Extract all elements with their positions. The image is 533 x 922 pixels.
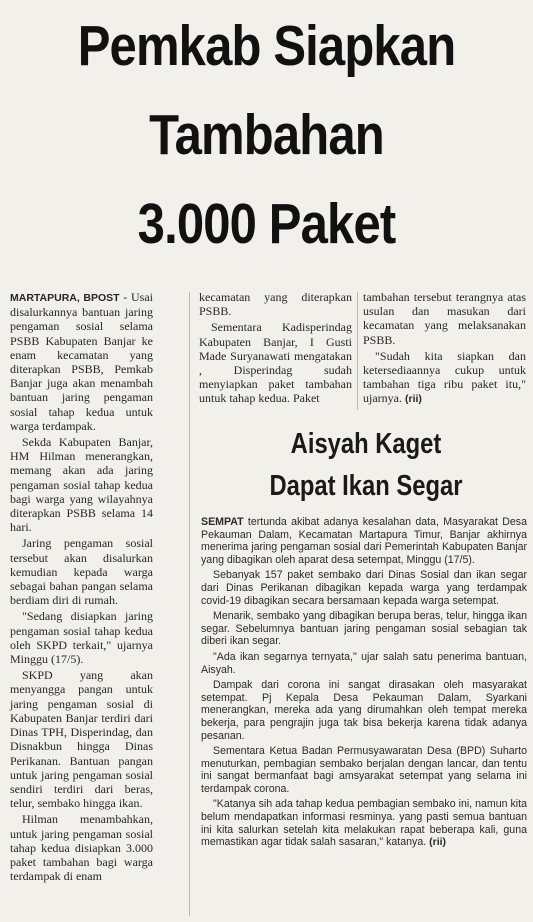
closing-text: "Katanya sih ada tahap kedua pembagian sembako ini, namun kita belum mendapatkan informasi resminya. yang pasti semua bantuan ini kita salurkan setelah kita melakukan rapat beberapa kali, guna memastikan agar tidak salah sasaran," katanya. [201,798,527,849]
headline-line: Pemkab Siapkan [77,14,456,78]
paragraph: Sementara Kadisperindag Kabupaten Banjar, I Gusti Made Suryanawati mengatakan , Disperindag sudah menyiapkan paket tambahan untuk tahap kedua. Paket [199,320,352,406]
sidebar-headline-line: Aisyah Kaget [290,428,442,460]
closing-paragraph [201,798,527,848]
paragraph: Jaring pengaman sosial tersebut akan disalurkan kemudian kepada warga sebagai bahan pangan selama berdiam diri di rumah. [10,536,153,608]
article-column-1 [10,290,153,883]
lead-paragraph [10,290,153,433]
lead-paragraph [201,516,527,566]
paragraph: Hilman menambahkan, untuk jaring pengaman sosial tahap kedua disiapkan 3.000 paket tambahan bagi warga terdampak di enam [10,812,153,884]
closing-paragraph [363,349,526,407]
dateline: SEMPAT [201,516,244,528]
article-column-3 [363,290,526,407]
paragraph: SKPD yang akan menyangga pangan untuk jaring pengaman sosial di Kabupaten Banjar terdiri dari Dinas TPH, Disperindag, dan Disnakbun hingga Dinas Perikanan. Bantuan pangan untuk jaring pengaman sosial sendiri terdiri dari beras, telur, sembako hingga ikan. [10,668,153,811]
paragraph: Sementara Ketua Badan Permusyawaratan Desa (BPD) Suharto menuturkan, pembagian sembako berjalan dengan lancar, dan tentu ini sangat bermanfaat bagi amsyarakat setempat yang selama ini terdampak corona. [201,745,527,795]
main-headline [37,2,495,269]
lead-text: tertunda akibat adanya kesalahan data, Masyarakat Desa Pekauman Dalam, Kecamatan Martapura Timur, Banjar akhirnya menerima jaring pengaman sosial dari Pemerintah Kabupaten Banjar yang dibagikan oleh aparat desa setempat, Minggu (17/5). [201,516,527,566]
author-signature: (rii) [429,836,447,849]
lead-text: - Usai disalurkannya bantuan jaring pengaman sosial selama PSBB Kabupaten Banjar ke enam kecamatan yang diterapkan PSBB, Pemkab Banjar juga akan menambah bantuan jaring pengaman sosial tahap kedua untuk warga terdampak. [10,290,153,433]
paragraph: kecamatan yang diterapkan PSBB. [199,290,352,319]
headline-line: 3.000 Paket [137,192,396,256]
headline-line: Tambahan [149,103,384,167]
article-column-2 [199,290,352,406]
author-signature: (rii) [404,393,422,406]
paragraph: tambahan tersebut terangnya atas usulan dan masukan dari kecamatan yang melaksanakan PSBB. [363,290,526,347]
column-divider [357,292,358,410]
closing-text: "Sudah kita siapkan dan ketersediaannya cukup untuk tambahan tiga ribu paket itu," ujarnya. [363,348,526,406]
paragraph: "Ada ikan segarnya ternyata," ujar salah satu penerima bantuan, Aisyah. [201,650,527,676]
paragraph: Dampak dari corona ini sangat dirasakan oleh masyarakat setempat. Pj Kepala Desa Pekauman Dalam, Syarkani menerangkan, mereka ada yang dirumahkan oleh tempat mereka bekerja, para pengrajin juga tak bisa bekerja karena tidak adanya pesanan. [201,679,527,742]
sidebar-headline-line: Dapat Ikan Segar [269,470,463,502]
paragraph: Sekda Kabupaten Banjar, HM Hilman menerangkan, memang akan ada jaring pengaman sosial tahap kedua bagi warga yang wilayahnya diterapkan PSBB selama 14 hari. [10,435,153,535]
dateline: MARTAPURA, BPOST [10,292,120,304]
paragraph: "Sedang disiapkan jaring pengaman sosial tahap kedua oleh SKPD terkait," ujarnya Minggu (17/5). [10,609,153,667]
paragraph: Menarik, sembako yang dibagikan berupa beras, telur, hingga ikan segar. Sebelumnya bantuan jaring pengaman sosial sebagian tak diberi ikan segar. [201,610,527,648]
column-divider [189,292,190,916]
sidebar-story [201,516,527,849]
paragraph: Sebanyak 157 paket sembako dari Dinas Sosial dan ikan segar dari Dinas Perikanan dibagikan kepada warga yang terdampak covid-19 dibagikan secara bersamaan kepada warga setempat. [201,569,527,607]
